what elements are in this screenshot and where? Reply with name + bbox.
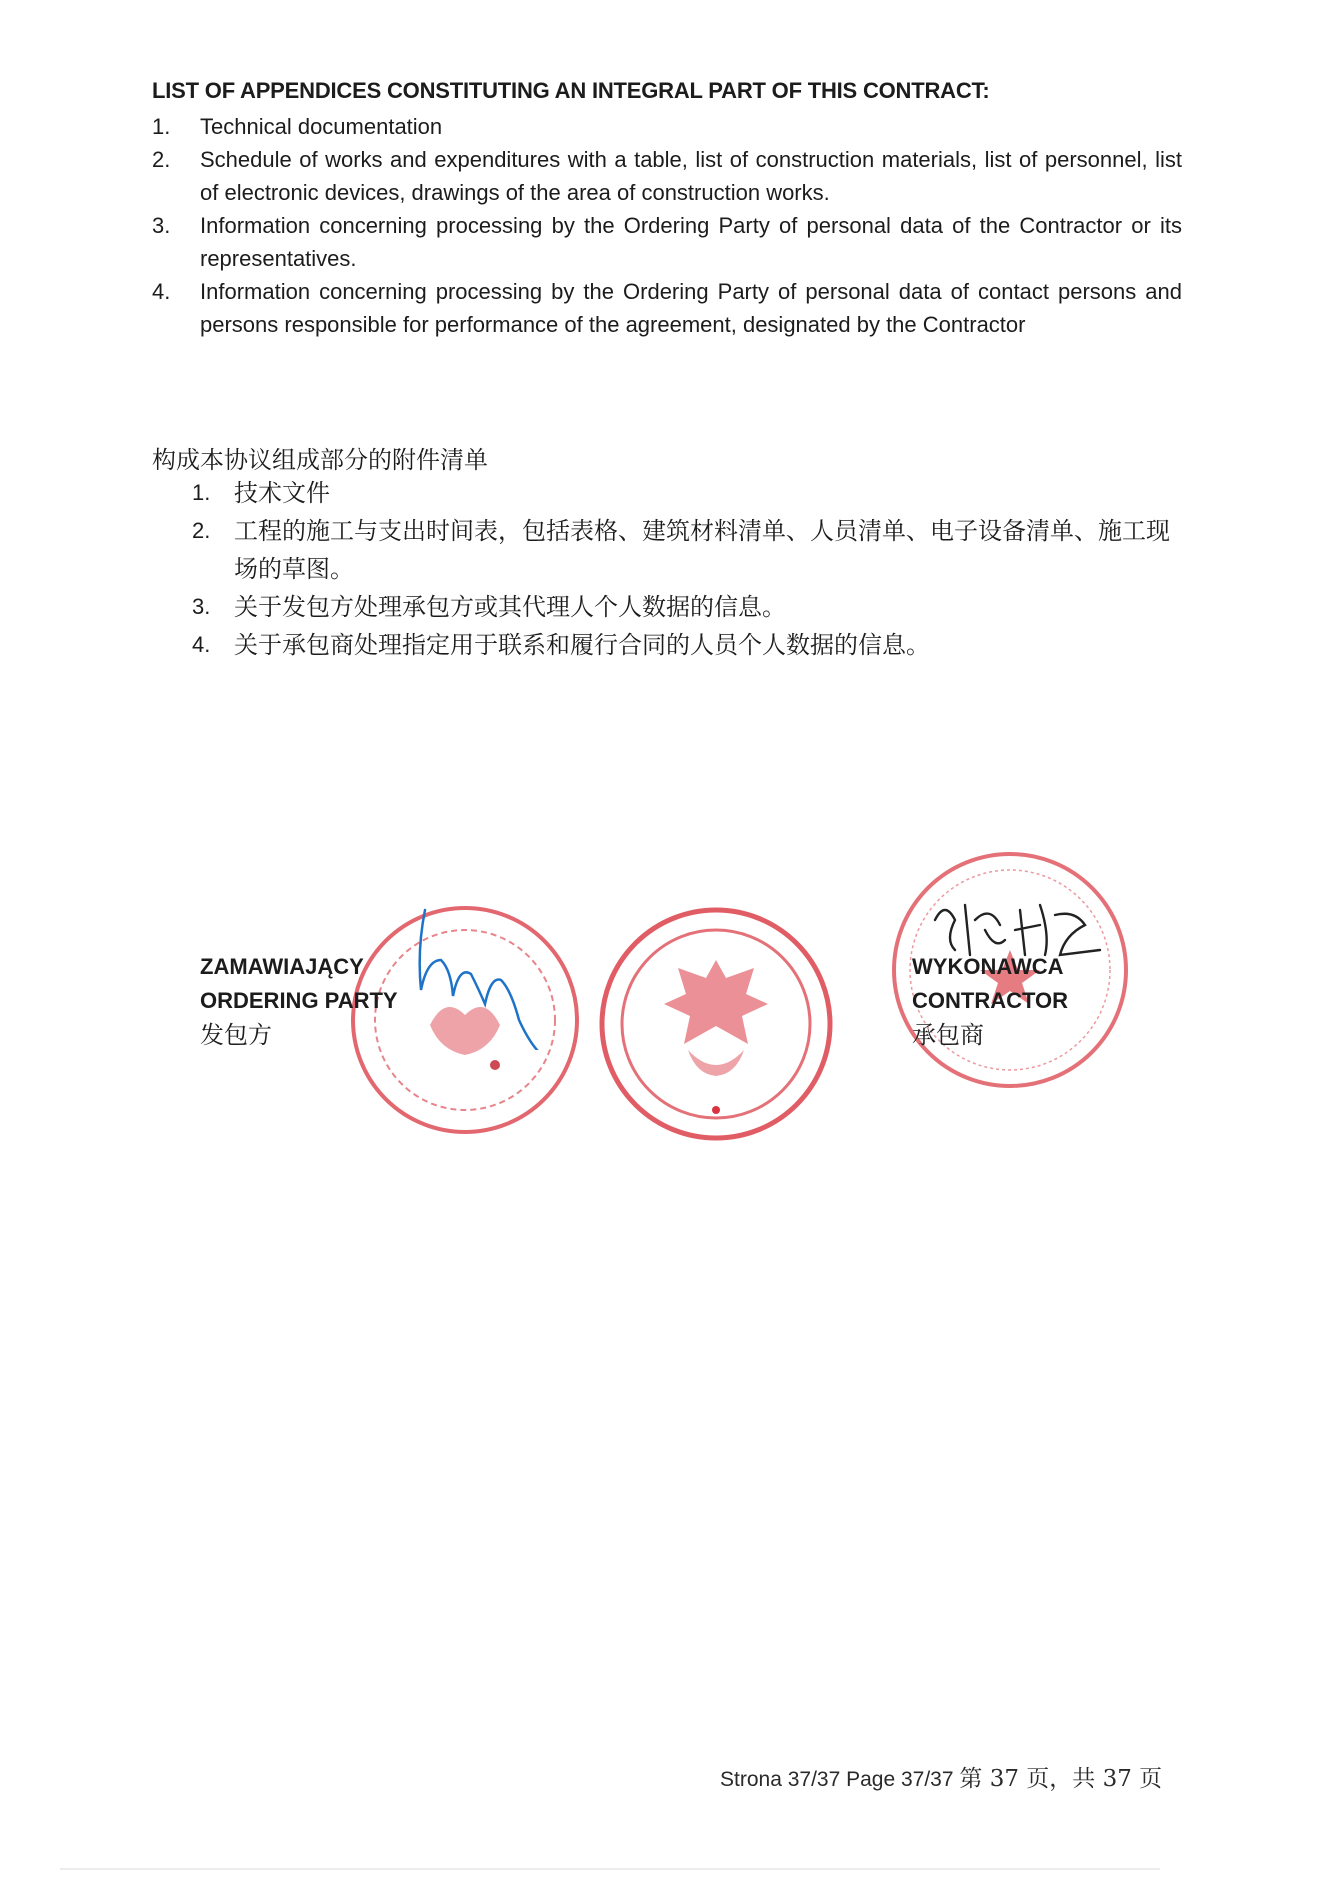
item-text: 技术文件 <box>234 479 330 507</box>
list-item <box>192 626 1182 664</box>
list-item <box>192 474 1182 512</box>
item-number: 2. <box>152 147 171 172</box>
contractor-en: CONTRACTOR <box>912 988 1069 1013</box>
item-number: 3. <box>152 213 171 238</box>
contractor-signature <box>925 890 1125 970</box>
list-item <box>192 588 1182 626</box>
footer-page: Page 37/37 <box>846 1768 954 1791</box>
item-number: 1. <box>192 480 211 505</box>
appendices-heading-zh: 构成本协议组成部分的附件清单 <box>152 446 488 474</box>
item-number: 2. <box>192 518 211 543</box>
item-text: Technical documentation <box>200 114 443 139</box>
contractor-pl: WYKONAWCA <box>912 954 1064 979</box>
item-number: 4. <box>152 279 171 304</box>
item-number: 4. <box>192 632 211 657</box>
list-item <box>192 512 1182 588</box>
list-item <box>152 143 1182 209</box>
page-footer <box>720 1760 1162 1793</box>
list-item <box>152 275 1182 341</box>
item-text: 工程的施工与支出时间表，包括表格、建筑材料清单、人员清单、电子设备清单、施工现场的草图。 <box>234 517 1170 583</box>
ordering-party-label <box>200 950 398 1052</box>
scan-edge-line <box>60 1868 1160 1870</box>
appendices-heading-en: LIST OF APPENDICES CONSTITUTING AN INTEGRAL PART OF THIS CONTRACT: <box>152 78 990 103</box>
contractor-zh: 承包商 <box>912 1021 984 1049</box>
item-number: 1. <box>152 114 171 139</box>
item-number: 3. <box>192 594 211 619</box>
ordering-party-en: ORDERING PARTY <box>200 988 398 1013</box>
list-item <box>152 209 1182 275</box>
item-text: 关于发包方处理承包方或其代理人个人数据的信息。 <box>234 593 786 621</box>
appendices-list-zh <box>192 474 1182 664</box>
item-text: Information concerning processing by the Ordering Party of personal data of contact persons and persons responsible for performance of the agreement, designated by the Contractor <box>200 279 1182 337</box>
ordering-party-pl: ZAMAWIAJĄCY <box>200 954 364 979</box>
list-item <box>152 110 1182 143</box>
item-text: 关于承包商处理指定用于联系和履行合同的人员个人数据的信息。 <box>234 631 930 659</box>
ordering-party-stamp-2 <box>592 900 840 1148</box>
appendices-list-en <box>152 110 1182 341</box>
footer-zh: 第 37 页，共 37 页 <box>959 1766 1163 1792</box>
ordering-party-signature <box>400 900 580 1050</box>
item-text: Information concerning processing by the Ordering Party of personal data of the Contractor or its representatives. <box>200 213 1182 271</box>
ordering-party-zh: 发包方 <box>200 1021 272 1049</box>
item-text: Schedule of works and expenditures with a table, list of construction materials, list of personnel, list of electronic devices, drawings of the area of construction works. <box>200 147 1182 205</box>
footer-strona: Strona 37/37 <box>720 1768 841 1791</box>
